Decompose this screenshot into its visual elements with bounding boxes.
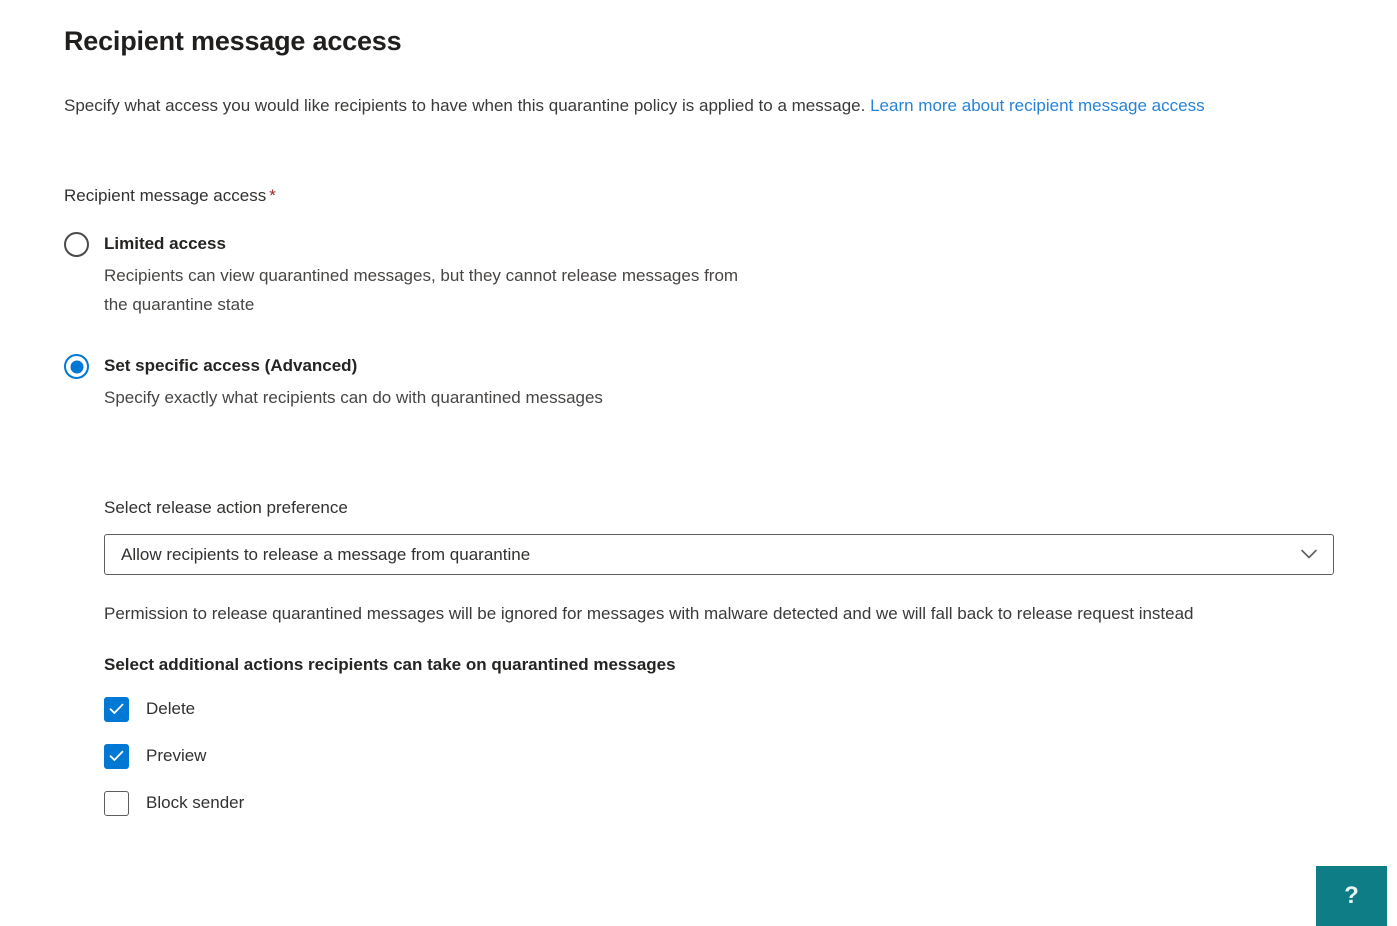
radio-option-set-specific-access-text bbox=[104, 353, 603, 412]
access-field-label bbox=[64, 186, 1333, 206]
page-title: Recipient message access bbox=[64, 26, 402, 56]
required-asterisk: * bbox=[269, 186, 276, 205]
checkbox-label: Delete bbox=[146, 699, 196, 718]
radio-option-label: Limited access bbox=[104, 234, 226, 253]
chevron-down-icon bbox=[1301, 546, 1317, 564]
checkmark-icon[interactable] bbox=[104, 697, 129, 722]
release-action-dropdown-value: Allow recipients to release a message from quarantine bbox=[121, 544, 531, 564]
radio-unselected-icon[interactable] bbox=[64, 232, 89, 257]
help-button[interactable] bbox=[1316, 866, 1387, 926]
checkbox-label: Block sender bbox=[146, 793, 245, 812]
access-field-label-text: Recipient message access bbox=[64, 186, 267, 205]
release-action-note: Permission to release quarantined messages will be ignored for messages with malware detected and we will fall back to release request instead bbox=[104, 604, 1194, 623]
checkbox-row-block-sender[interactable] bbox=[104, 790, 1333, 816]
radio-selected-icon[interactable] bbox=[64, 354, 89, 379]
radio-option-limited-access-text bbox=[104, 231, 764, 319]
checkmark-icon[interactable] bbox=[104, 744, 129, 769]
checkbox-unchecked-icon[interactable] bbox=[104, 791, 129, 816]
radio-option-description: Recipients can view quarantined messages, but they cannot release messages from the quarantine state bbox=[104, 266, 739, 314]
checkbox-row-delete[interactable] bbox=[104, 696, 1333, 722]
advanced-access-subsection bbox=[104, 498, 1333, 816]
radio-option-description: Specify exactly what recipients can do with quarantined messages bbox=[104, 388, 603, 407]
radio-option-set-specific-access[interactable] bbox=[64, 353, 1333, 412]
checkbox-row-preview[interactable] bbox=[104, 743, 1333, 769]
page-description bbox=[64, 91, 1269, 120]
page-description-text: Specify what access you would like recipients to have when this quarantine policy is applied to a message. bbox=[64, 96, 866, 115]
learn-more-link[interactable]: Learn more about recipient message access bbox=[870, 96, 1205, 115]
radio-option-limited-access[interactable] bbox=[64, 231, 1333, 319]
release-action-label: Select release action preference bbox=[104, 498, 348, 517]
radio-option-label: Set specific access (Advanced) bbox=[104, 356, 358, 375]
additional-actions-label: Select additional actions recipients can take on quarantined messages bbox=[104, 655, 676, 674]
release-action-dropdown[interactable] bbox=[104, 534, 1334, 575]
question-icon: ? bbox=[1344, 882, 1359, 909]
checkbox-label: Preview bbox=[146, 746, 207, 765]
